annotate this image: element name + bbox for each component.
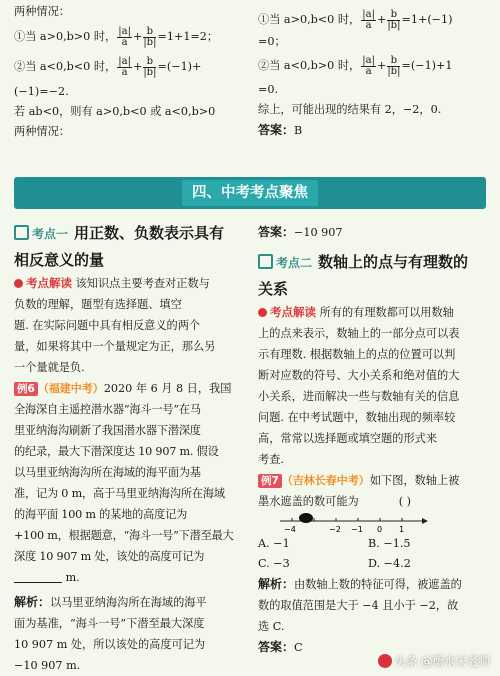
section-header [14,177,486,209]
analysis-line: 面为基准，“海斗一号”下潜至最大深度 [14,617,205,630]
kd2-badge: 考点二 [258,250,312,276]
example-line: 墨水遮盖的数可能为 ( ) [258,495,411,508]
case-line: ①当 a>0,b>0 时， $\frac{|a|}{a}$ + $\frac{b}{|b|}$ =1+1=2； [14,25,219,48]
tick-label: 1 [399,525,405,534]
kd2-jd-line: 小关系，进而解决一些与数轴有关的信息 [258,390,460,403]
options-row [258,554,490,574]
text-line: =0. [258,83,279,96]
example-line: 里亚纳海沟刷新了我国潜水器下潜深度 [14,424,201,437]
example-line: 例7 （吉林长春中考）如下图，数轴上被 [258,470,490,491]
fraction: $\frac{|a|}{a}$ [362,8,375,31]
text-line: =0； [258,35,286,48]
example-line: 例6 （福建中考）2020 年 6 月 8 日，我国 [14,378,246,399]
example-line: 深度 10 907 m 处，该处的高度可记为 [14,550,205,563]
fraction: $\frac{|a|}{a}$ [118,25,131,48]
pin-icon [258,308,267,317]
text-line: (−1)=−2. [14,85,69,98]
kd1-title-2: 相反意义的量 [14,251,105,269]
kd2-title-2: 关系 [258,280,289,298]
case-line: ②当 a<0,b<0 时， $\frac{|a|}{a}$ + $\frac{b}{|b|}$ =(−1)+ [14,55,202,78]
analysis-line: 解析：由数轴上数的特征可得，被遮盖的 [258,577,462,591]
ink-blot [299,513,313,523]
kd1-title: 考点一 用正数、负数表示具有 [14,220,246,247]
kd1-jd-line: 量，如果将其中一个量规定为正，那么另 [14,340,216,353]
checkbox-icon [258,254,273,269]
example-line: 准，记为 0 m，高于马里亚纳海沟所在海域 [14,487,225,500]
fraction: $\frac{b}{|b|}$ [387,8,401,31]
tick-label: −4 [284,525,296,534]
case-line: ①当 a>0,b<0 时， $\frac{|a|}{a}$ + $\frac{b}{|b|}$ =1+(−1) [258,8,453,31]
option-b: B. −1.5 [368,537,411,550]
kd1-block [14,220,246,676]
tick-label: 0 [377,525,383,534]
kd2-title: 考点二 数轴上的点与有理数的 [258,249,490,276]
fraction: $\frac{|a|}{a}$ [362,54,375,77]
kd2-jd-line: 示有理数. 根据数轴上的点的位置可以判 [258,348,456,361]
kd2-jd-line: 高，常常以选择题或填空题的形式来 [258,432,438,445]
analysis-line: 解析：以马里亚纳海沟所在海域的海平 [14,595,207,609]
right-top-block [258,8,490,141]
logo-icon [378,654,392,668]
section-title: 四、中考考点聚焦 [182,180,318,206]
answer-line: 答案：C [258,640,303,654]
option-c: C. −3 [258,557,290,570]
kd1-jd-line: 负数的理解，题型有选择题、填空 [14,298,182,311]
kd2-jd-line: 上的点来表示，数轴上的一部分点可以表 [258,327,460,340]
kd2-jd-line: 考点解读 所有的有理数都可以用数轴 [258,302,490,323]
pin-icon [14,279,23,288]
fraction: $\frac{|a|}{a}$ [118,55,131,78]
answer-line: 答案：B [258,123,303,137]
option-d: D. −4.2 [368,557,411,570]
example-line: 以马里亚纳海沟所在海域的海平面为基 [14,466,201,479]
kd2-jd-line: 问题. 在中考试题中，数轴出现的频率较 [258,411,456,424]
checkbox-icon [14,225,29,240]
answer-blank [14,570,62,583]
number-line [278,512,428,534]
analysis-line: 10 907 m 处，所以该处的高度可记为 [14,638,206,651]
fraction: $\frac{b}{|b|}$ [387,54,401,77]
example-line: 全海深自主遥控潜水器“海斗一号”在马 [14,403,201,416]
kd2-jd-line: 断对应数的符号、大小关系和绝对值的大 [258,369,460,382]
kd1-jd-line: 题. 在实际问题中具有相反意义的两个 [14,319,201,332]
tick-label: −2 [329,525,341,534]
kd1-jd-line: 考点解读 该知识点主要考查对正数与 [14,273,246,294]
tick-label: −1 [351,525,363,534]
watermark: 头条 @衡水宋老师 [378,653,490,669]
text-line: 两种情况： [14,125,70,138]
example-line: +100 m，根据题意，“海斗一号”下潜至最大 [14,529,234,542]
option-a: A. −1 [258,537,290,550]
options-row [258,534,490,554]
example-tag: 例6 [14,382,38,396]
text-line: 若 ab<0，则有 a>0,b<0 或 a<0,b>0 [14,105,216,118]
case-line: ②当 a<0,b>0 时， $\frac{|a|}{a}$ + $\frac{b}{|b|}$ =(−1)+1 [258,54,453,77]
fraction: $\frac{b}{|b|}$ [143,25,157,48]
example-tag: 例7 [258,474,282,488]
analysis-line: 选 C. [258,620,285,633]
left-top-block [14,2,246,142]
example-line: m. [14,567,246,588]
example-line: 的海平面 100 m 的某地的高度记为 [14,508,188,521]
kd1-jd-line: 一个量就是负. [14,361,85,374]
kd2-block [258,222,490,658]
example-line: 的纪录，最大下潜深度达 10 907 m. 假设 [14,445,219,458]
text-line: 综上，可能出现的结果有 2，−2，0. [258,103,442,116]
analysis-line: −10 907 m. [14,659,81,672]
text-line: 两种情况： [14,5,70,18]
kd1-badge: 考点一 [14,221,68,247]
answer-line: 答案：−10 907 [258,225,343,239]
fraction: $\frac{b}{|b|}$ [143,55,157,78]
kd2-jd-line: 考查. [258,453,284,466]
analysis-line: 数的取值范围是大于 −4 且小于 −2，故 [258,599,459,612]
